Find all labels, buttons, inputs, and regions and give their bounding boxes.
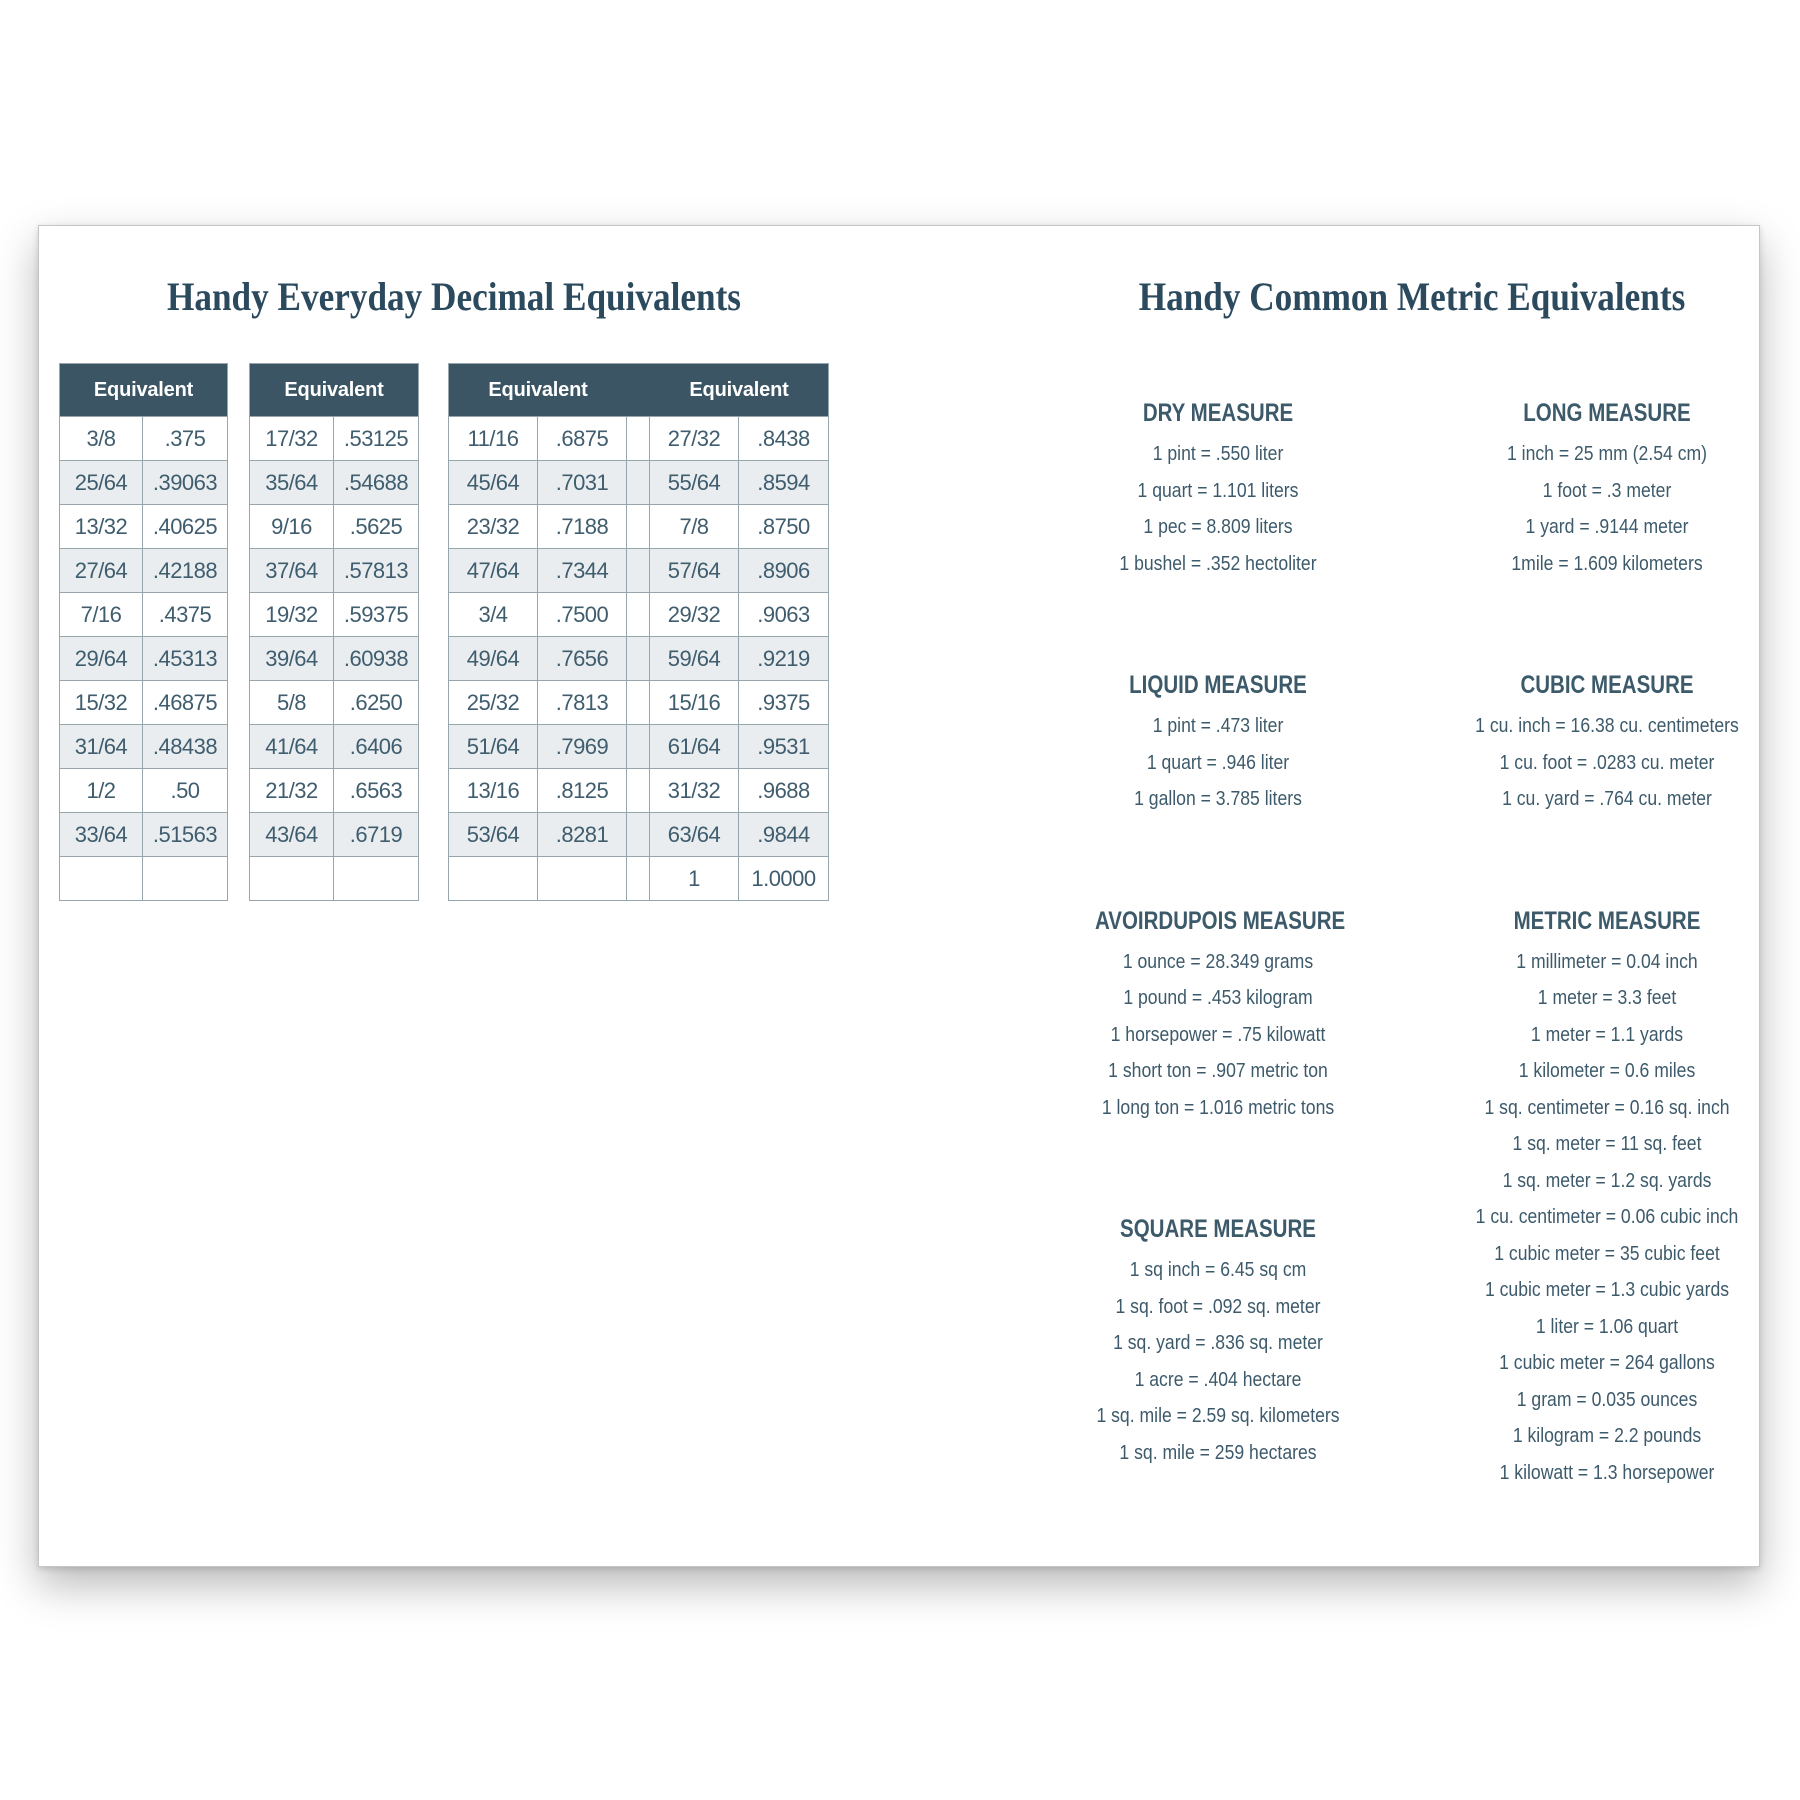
conversion-item: 1 quart = .946 liter <box>1146 751 1290 774</box>
decimal-cell: .7188 <box>538 504 627 548</box>
decimal-equivalents-title: Handy Everyday Decimal Equivalents <box>166 274 741 319</box>
section-heading: LIQUID MEASURE <box>1129 671 1307 699</box>
fraction-cell: 51/64 <box>449 724 538 768</box>
spacer-cell <box>627 416 650 460</box>
decimal-cell: .9688 <box>739 768 828 812</box>
fraction-cell: 23/32 <box>449 504 538 548</box>
conversion-item: 1 quart = 1.101 liters <box>1137 479 1299 502</box>
decimal-cell: .48438 <box>143 724 227 768</box>
decimal-cell: .6719 <box>334 812 418 856</box>
conversion-item: 1 cubic meter = 35 cubic feet <box>1494 1242 1720 1265</box>
fraction-cell: 41/64 <box>250 724 334 768</box>
fraction-cell: 31/32 <box>650 768 739 812</box>
section-dry-measure <box>1068 398 1368 582</box>
conversion-item: 1mile = 1.609 kilometers <box>1511 552 1703 575</box>
decimal-cell: .42188 <box>143 548 227 592</box>
fraction-cell: 31/64 <box>60 724 143 768</box>
decimal-cell: .8750 <box>739 504 828 548</box>
fraction-cell: 45/64 <box>449 460 538 504</box>
section-heading: CUBIC MEASURE <box>1520 671 1694 699</box>
table-header-equivalent: Equivalent <box>449 364 627 416</box>
conversion-item: 1 short ton = .907 metric ton <box>1108 1060 1328 1082</box>
spacer-cell <box>627 768 650 812</box>
conversion-item: 1 acre = .404 hectare <box>1134 1368 1302 1391</box>
decimal-cell: .4375 <box>143 592 227 636</box>
metric-column-left <box>1068 398 1368 1471</box>
decimal-cell: .39063 <box>143 460 227 504</box>
fraction-cell: 15/32 <box>60 680 143 724</box>
fraction-cell: 59/64 <box>650 636 739 680</box>
fraction-cell: 13/32 <box>60 504 143 548</box>
decimal-cell: .50 <box>143 768 227 812</box>
conversion-item: 1 liter = 1.06 quart <box>1535 1315 1679 1338</box>
fraction-cell: 3/8 <box>60 416 143 460</box>
conversion-item: 1 gallon = 3.785 liters <box>1134 788 1302 810</box>
section-cubic-measure <box>1457 670 1757 818</box>
conversion-item: 1 pec = 8.809 liters <box>1143 516 1293 538</box>
section-heading: SQUARE MEASURE <box>1120 1215 1316 1243</box>
decimal-cell <box>538 856 627 900</box>
conversion-item: 1 sq. centimeter = 0.16 sq. inch <box>1484 1096 1730 1119</box>
fraction-cell: 55/64 <box>650 460 739 504</box>
metric-equivalents-title: Handy Common Metric Equivalents <box>1138 274 1686 319</box>
decimal-cell <box>143 856 227 900</box>
fraction-cell: 61/64 <box>650 724 739 768</box>
decimal-cell: .6250 <box>334 680 418 724</box>
fraction-cell: 9/16 <box>250 504 334 548</box>
fraction-cell: 43/64 <box>250 812 334 856</box>
table-header-equivalent: Equivalent <box>650 364 828 416</box>
fraction-cell: 25/32 <box>449 680 538 724</box>
spacer-cell <box>627 504 650 548</box>
fraction-cell: 27/64 <box>60 548 143 592</box>
decimal-cell: .5625 <box>334 504 418 548</box>
conversion-item: 1 sq inch = 6.45 sq cm <box>1129 1259 1307 1281</box>
fraction-cell: 11/16 <box>449 416 538 460</box>
fraction-cell: 1/2 <box>60 768 143 812</box>
conversion-item: 1 long ton = 1.016 metric tons <box>1101 1096 1335 1119</box>
conversion-item: 1 sq. meter = 11 sq. feet <box>1512 1133 1702 1155</box>
decimal-cell: .9375 <box>739 680 828 724</box>
conversion-item: 1 yard = .9144 meter <box>1525 516 1689 538</box>
spacer-cell <box>627 636 650 680</box>
fraction-cell: 47/64 <box>449 548 538 592</box>
conversion-item: 1 pint = .473 liter <box>1152 715 1284 737</box>
fraction-cell: 1 <box>650 856 739 900</box>
decimal-cell: .60938 <box>334 636 418 680</box>
conversion-item: 1 cu. foot = .0283 cu. meter <box>1499 751 1715 774</box>
conversion-item: 1 horsepower = .75 kilowatt <box>1110 1023 1326 1046</box>
conversion-item: 1 sq. yard = .836 sq. meter <box>1113 1332 1323 1354</box>
fraction-cell: 29/64 <box>60 636 143 680</box>
decimal-cell: .45313 <box>143 636 227 680</box>
decimal-cell: .51563 <box>143 812 227 856</box>
fraction-cell <box>449 856 538 900</box>
conversion-item: 1 pound = .453 kilogram <box>1123 987 1313 1009</box>
section-heading: DRY MEASURE <box>1142 399 1294 427</box>
conversion-item: 1 sq. meter = 1.2 sq. yards <box>1502 1169 1712 1192</box>
spacer-cell <box>627 592 650 636</box>
section-heading: METRIC MEASURE <box>1513 906 1701 935</box>
fraction-cell: 13/16 <box>449 768 538 812</box>
decimal-cell: .8906 <box>739 548 828 592</box>
section-square-measure <box>1068 1214 1368 1471</box>
conversion-item: 1 cu. centimeter = 0.06 cubic inch <box>1475 1206 1739 1228</box>
metric-column-right <box>1457 398 1757 1491</box>
decimal-cell: .46875 <box>143 680 227 724</box>
decimal-cell: .6563 <box>334 768 418 812</box>
conversion-item: 1 cu. inch = 16.38 cu. centimeters <box>1475 715 1739 737</box>
conversion-item: 1 inch = 25 mm (2.54 cm) <box>1506 443 1708 465</box>
conversion-item: 1 cubic meter = 1.3 cubic yards <box>1484 1279 1730 1301</box>
table-header-spacer <box>627 364 650 416</box>
conversion-item: 1 meter = 3.3 feet <box>1537 987 1677 1009</box>
conversion-item: 1 meter = 1.1 yards <box>1530 1023 1684 1046</box>
decimal-cell: .59375 <box>334 592 418 636</box>
conversion-item: 1 sq. mile = 2.59 sq. kilometers <box>1096 1405 1340 1427</box>
fraction-cell: 39/64 <box>250 636 334 680</box>
fraction-cell: 17/32 <box>250 416 334 460</box>
section-heading: AVOIRDUPOIS MEASURE <box>1095 906 1346 935</box>
fraction-cell <box>60 856 143 900</box>
section-long-measure <box>1457 398 1757 582</box>
decimal-cell <box>334 856 418 900</box>
decimal-cell: .9063 <box>739 592 828 636</box>
conversion-item: 1 kilowatt = 1.3 horsepower <box>1499 1461 1715 1484</box>
fraction-cell: 29/32 <box>650 592 739 636</box>
conversion-item: 1 foot = .3 meter <box>1542 479 1672 502</box>
decimal-cell: .7500 <box>538 592 627 636</box>
fraction-cell: 57/64 <box>650 548 739 592</box>
spacer-cell <box>627 460 650 504</box>
fraction-cell: 7/8 <box>650 504 739 548</box>
fraction-cell: 3/4 <box>449 592 538 636</box>
spacer-cell <box>627 856 650 900</box>
decimal-cell: .9844 <box>739 812 828 856</box>
spacer-cell <box>627 680 650 724</box>
section-avoirdupois-measure <box>1068 906 1368 1127</box>
conversion-item: 1 millimeter = 0.04 inch <box>1516 950 1698 973</box>
fraction-cell: 15/16 <box>650 680 739 724</box>
fraction-cell: 53/64 <box>449 812 538 856</box>
decimal-cell: .7813 <box>538 680 627 724</box>
fraction-cell: 5/8 <box>250 680 334 724</box>
conversion-item: 1 gram = 0.035 ounces <box>1516 1388 1698 1411</box>
fraction-cell: 33/64 <box>60 812 143 856</box>
conversion-item: 1 ounce = 28.349 grams <box>1122 950 1314 973</box>
decimal-cell: .7656 <box>538 636 627 680</box>
section-liquid-measure <box>1068 670 1368 818</box>
conversion-item: 1 cubic meter = 264 gallons <box>1499 1352 1715 1374</box>
conversion-item: 1 cu. yard = .764 cu. meter <box>1502 788 1712 810</box>
decimal-cell: .54688 <box>334 460 418 504</box>
fraction-cell: 49/64 <box>449 636 538 680</box>
spacer-cell <box>627 548 650 592</box>
decimal-cell: .375 <box>143 416 227 460</box>
decimal-cell: .57813 <box>334 548 418 592</box>
decimal-table-2 <box>249 363 419 901</box>
fraction-cell: 25/64 <box>60 460 143 504</box>
section-heading: LONG MEASURE <box>1523 399 1691 427</box>
conversion-item: 1 kilometer = 0.6 miles <box>1518 1060 1696 1082</box>
conversion-item: 1 bushel = .352 hectoliter <box>1119 552 1317 575</box>
document-sheet <box>38 225 1760 1567</box>
decimal-cell: .9219 <box>739 636 828 680</box>
decimal-cell: .6406 <box>334 724 418 768</box>
decimal-cell: .40625 <box>143 504 227 548</box>
decimal-table-3 <box>448 363 829 901</box>
fraction-cell: 7/16 <box>60 592 143 636</box>
decimal-cell: .6875 <box>538 416 627 460</box>
decimal-cell: .7031 <box>538 460 627 504</box>
conversion-item: 1 sq. foot = .092 sq. meter <box>1115 1295 1321 1318</box>
decimal-cell: .8438 <box>739 416 828 460</box>
conversion-item: 1 sq. mile = 259 hectares <box>1119 1441 1317 1464</box>
fraction-cell: 21/32 <box>250 768 334 812</box>
fraction-cell: 37/64 <box>250 548 334 592</box>
fraction-cell <box>250 856 334 900</box>
section-metric-measure <box>1457 906 1757 1492</box>
decimal-cell: .8125 <box>538 768 627 812</box>
fraction-cell: 63/64 <box>650 812 739 856</box>
table-header-equivalent: Equivalent <box>60 364 227 416</box>
conversion-item: 1 kilogram = 2.2 pounds <box>1512 1425 1702 1447</box>
conversion-item: 1 pint = .550 liter <box>1152 443 1284 465</box>
decimal-cell: 1.0000 <box>739 856 828 900</box>
table-header-equivalent: Equivalent <box>250 364 418 416</box>
decimal-cell: .8594 <box>739 460 828 504</box>
decimal-cell: .9531 <box>739 724 828 768</box>
fraction-cell: 27/32 <box>650 416 739 460</box>
spacer-cell <box>627 812 650 856</box>
fraction-cell: 35/64 <box>250 460 334 504</box>
decimal-cell: .53125 <box>334 416 418 460</box>
decimal-cell: .7344 <box>538 548 627 592</box>
spacer-cell <box>627 724 650 768</box>
decimal-cell: .7969 <box>538 724 627 768</box>
fraction-cell: 19/32 <box>250 592 334 636</box>
decimal-cell: .8281 <box>538 812 627 856</box>
decimal-table-1 <box>59 363 228 901</box>
